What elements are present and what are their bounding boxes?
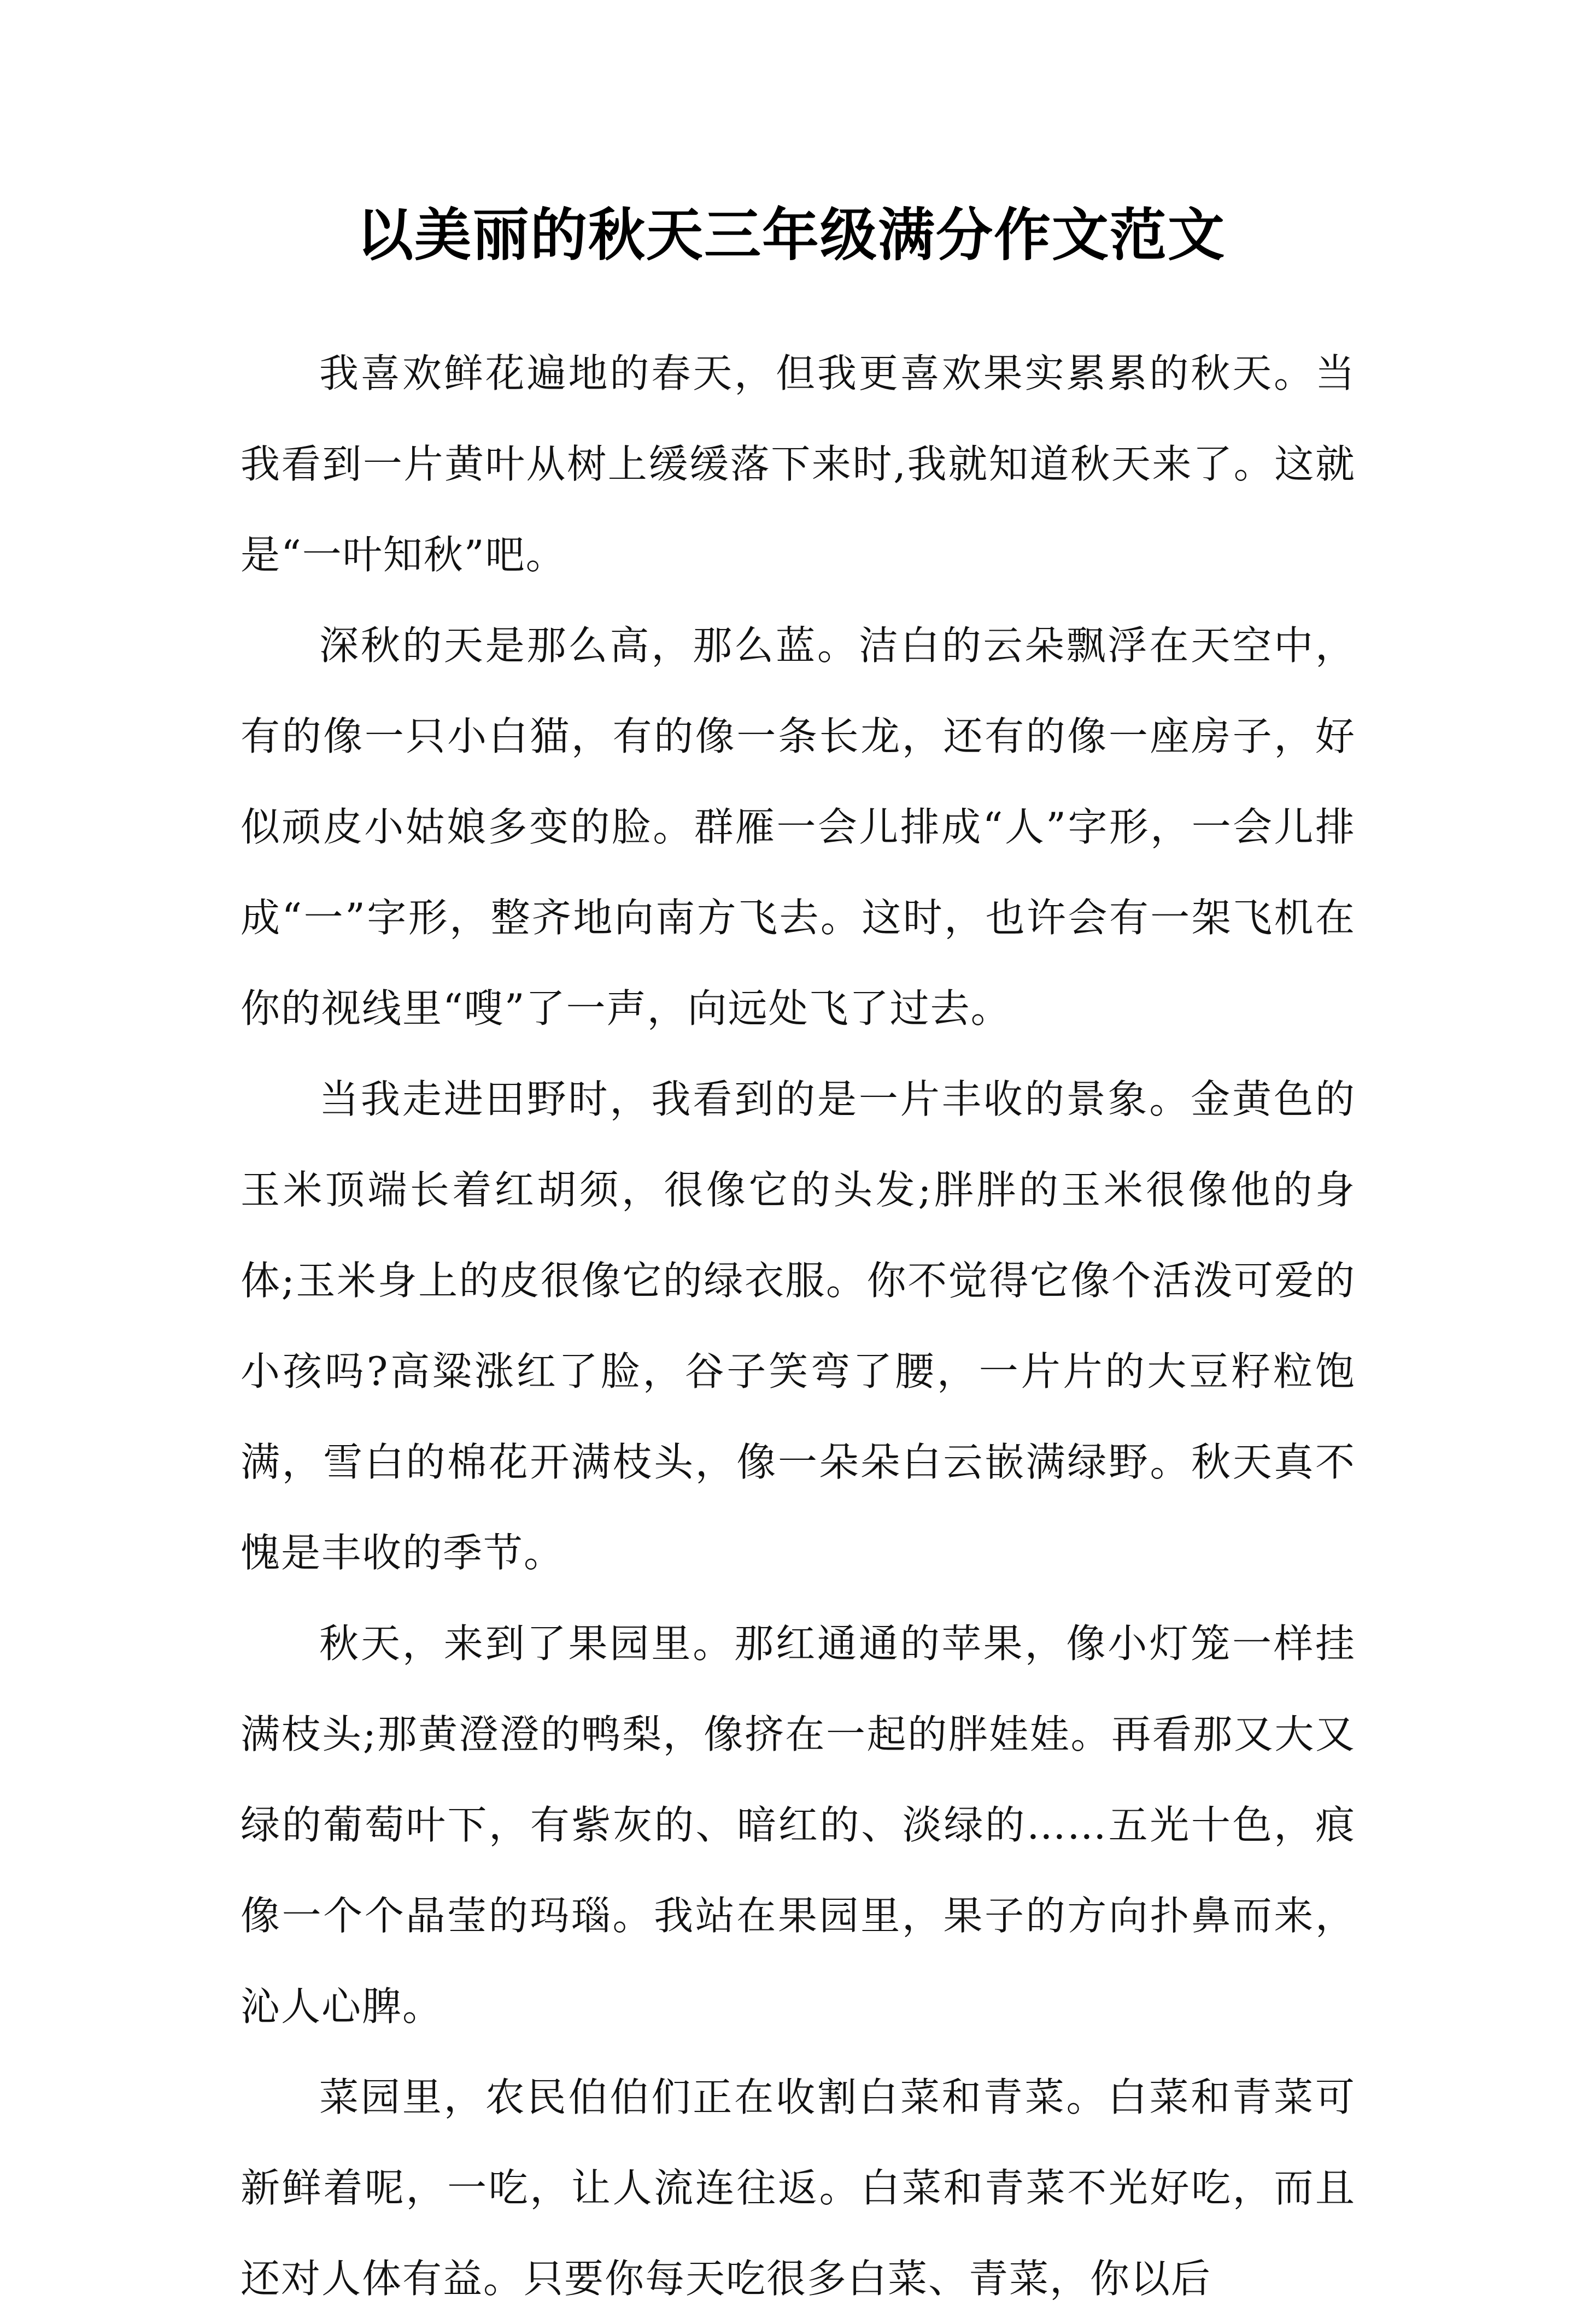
- document-title: 以美丽的秋天三年级满分作文范文: [356, 202, 1226, 268]
- paragraph-5: 菜园里，农民伯伯们正在收割白菜和青菜。白菜和青菜可新鲜着呢，一吃，让人流连往返。白菜和青菜不光好吃，而且还对人体有益。只要你每天吃很多白菜、青菜，你以后: [241, 2074, 1356, 2302]
- document-body: [241, 328, 1356, 2324]
- paragraph-4: 秋天，来到了果园里。那红通通的苹果，像小灯笼一样挂满枝头;那黄澄澄的鸭梨，像挤在一起的胖娃娃。再看那又大又绿的葡萄叶下，有紫灰的、暗红的、淡绿的……五光十色，痕像一个个晶莹的玛瑙。我站在果园里，果子的方向扑鼻而来，沁人心脾。: [241, 1621, 1356, 2029]
- paragraph-1: 我喜欢鲜花遍地的春天，但我更喜欢果实累累的秋天。当我看到一片黄叶从树上缓缓落下来时,我就知道秋天来了。这就是“一叶知秋”吧。: [241, 350, 1356, 578]
- paragraph-3: 当我走进田野时，我看到的是一片丰收的景象。金黄色的玉米顶端长着红胡须，很像它的头发;胖胖的玉米很像他的身体;玉米身上的皮很像它的绿衣服。你不觉得它像个活泼可爱的小孩吗?高粱涨红了脸，谷子笑弯了腰，一片片的大豆籽粒饱满，雪白的棉花开满枝头，像一朵朵白云嵌满绿野。秋天真不愧是丰收的季节。: [241, 1076, 1356, 1576]
- paragraph-2: 深秋的天是那么高，那么蓝。洁白的云朵飘浮在天空中，有的像一只小白猫，有的像一条长龙，还有的像一座房子，好似顽皮小姑娘多变的脸。群雁一会儿排成“人”字形，一会儿排成“一”字形，整齐地向南方飞去。这时，也许会有一架飞机在你的视线里“嗖”了一声，向远处飞了过去。: [241, 623, 1356, 1031]
